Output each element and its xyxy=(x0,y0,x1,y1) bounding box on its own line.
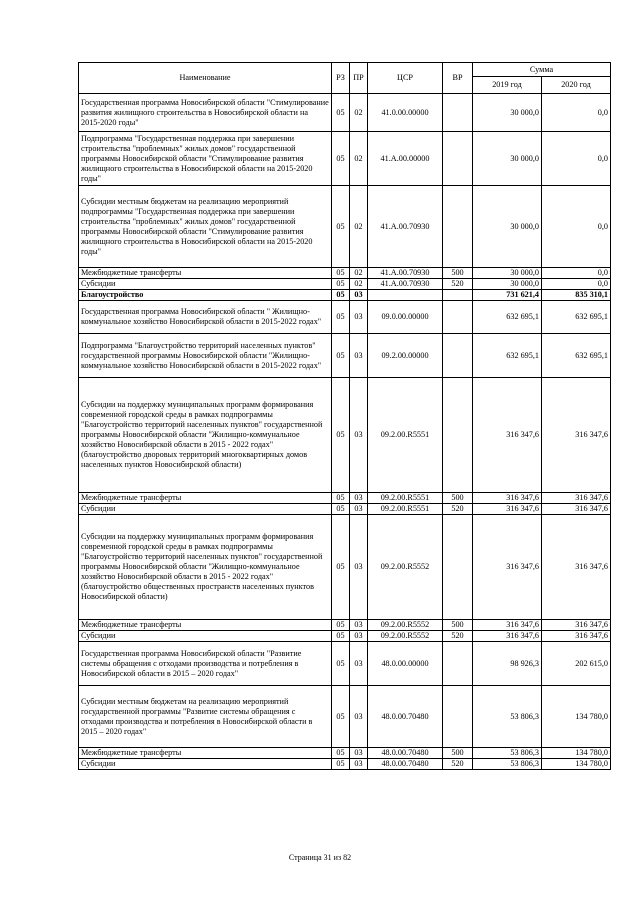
row-name: Субсидии xyxy=(79,759,332,770)
row-sum-2019: 53 806,3 xyxy=(473,686,542,748)
row-sum-2020: 0,0 xyxy=(542,268,611,279)
row-rz: 05 xyxy=(332,301,350,334)
row-rz: 05 xyxy=(332,279,350,290)
row-csr: 41.А.00.70930 xyxy=(368,186,443,268)
row-csr: 41.А.00.00000 xyxy=(368,132,443,186)
row-sum-2020: 632 695,1 xyxy=(542,301,611,334)
row-rz: 05 xyxy=(332,132,350,186)
row-rz: 05 xyxy=(332,268,350,279)
row-sum-2019: 316 347,6 xyxy=(473,515,542,620)
row-csr: 09.0.00.00000 xyxy=(368,301,443,334)
row-csr: 41.А.00.70930 xyxy=(368,268,443,279)
row-pr: 03 xyxy=(350,686,368,748)
row-sum-2020: 632 695,1 xyxy=(542,334,611,378)
table-row xyxy=(79,186,611,268)
row-pr: 02 xyxy=(350,186,368,268)
row-csr: 09.2.00.R5551 xyxy=(368,504,443,515)
table-row xyxy=(79,748,611,759)
row-pr: 03 xyxy=(350,378,368,493)
row-name: Субсидии местным бюджетам на реализацию мероприятий подпрограммы "Государственная поддержка при завершении строительства "проблемных" жилых домов" государственной программы Новосибирской области "Стимулирование развития жилищного строительства в Новосибирской области на 2015-2020 годы" xyxy=(79,186,332,268)
row-pr: 03 xyxy=(350,504,368,515)
header-vr: ВР xyxy=(443,63,473,94)
row-vr: 500 xyxy=(443,620,473,631)
row-pr: 03 xyxy=(350,301,368,334)
row-pr: 03 xyxy=(350,493,368,504)
row-pr: 03 xyxy=(350,515,368,620)
page-number: Страница 31 из 82 xyxy=(288,853,352,862)
row-sum-2019: 30 000,0 xyxy=(473,94,542,132)
row-name: Межбюджетные трансферты xyxy=(79,493,332,504)
row-sum-2019: 98 926,3 xyxy=(473,642,542,686)
table-row xyxy=(79,378,611,493)
row-rz: 05 xyxy=(332,759,350,770)
table-row xyxy=(79,759,611,770)
budget-table xyxy=(78,62,611,770)
row-vr: 520 xyxy=(443,504,473,515)
row-pr: 02 xyxy=(350,279,368,290)
row-sum-2019: 316 347,6 xyxy=(473,620,542,631)
row-sum-2019: 316 347,6 xyxy=(473,504,542,515)
row-rz: 05 xyxy=(332,686,350,748)
row-sum-2020: 316 347,6 xyxy=(542,504,611,515)
row-sum-2020: 0,0 xyxy=(542,186,611,268)
row-name: Субсидии на поддержку муниципальных программ формирования современной городской среды в рамках подпрограммы "Благоустройство территорий населенных пунктов" государственной программы Новосибирской области "Жилищно-коммунальное хозяйство Новосибирской области в 2015 - 2022 годах" (благоустройство дворовых территорий многоквартирных домов населенных пунктов Новосибирской области) xyxy=(79,378,332,493)
row-vr xyxy=(443,290,473,301)
header-2020: 2020 год xyxy=(542,77,611,94)
row-rz: 05 xyxy=(332,493,350,504)
row-csr: 09.2.00.R5551 xyxy=(368,378,443,493)
row-rz: 05 xyxy=(332,378,350,493)
table-row xyxy=(79,642,611,686)
row-sum-2020: 0,0 xyxy=(542,94,611,132)
row-pr: 03 xyxy=(350,290,368,301)
row-sum-2019: 30 000,0 xyxy=(473,268,542,279)
row-name: Государственная программа Новосибирской области " Жилищно-коммунальное хозяйство Новосибирской области в 2015-2022 годах" xyxy=(79,301,332,334)
row-pr: 03 xyxy=(350,631,368,642)
row-vr: 520 xyxy=(443,631,473,642)
row-vr: 520 xyxy=(443,759,473,770)
header-2019: 2019 год xyxy=(473,77,542,94)
row-vr xyxy=(443,515,473,620)
row-pr: 03 xyxy=(350,642,368,686)
row-csr: 09.2.00.00000 xyxy=(368,334,443,378)
header-sum: Сумма xyxy=(473,63,611,77)
row-rz: 05 xyxy=(332,186,350,268)
header-rz: РЗ xyxy=(332,63,350,94)
row-name: Подпрограмма "Государственная поддержка при завершении строительства "проблемных" жилых домов" государственной программы Новосибирской области "Стимулирование развития жилищного строительства в Новосибирской области на 2015-2020 годы" xyxy=(79,132,332,186)
table-body xyxy=(79,94,611,770)
row-pr: 02 xyxy=(350,268,368,279)
row-sum-2019: 53 806,3 xyxy=(473,748,542,759)
table-row xyxy=(79,290,611,301)
row-name: Субсидии xyxy=(79,631,332,642)
row-sum-2019: 632 695,1 xyxy=(473,301,542,334)
row-sum-2020: 0,0 xyxy=(542,279,611,290)
row-rz: 05 xyxy=(332,504,350,515)
row-sum-2020: 316 347,6 xyxy=(542,378,611,493)
row-csr: 09.2.00.R5552 xyxy=(368,631,443,642)
row-sum-2019: 731 621,4 xyxy=(473,290,542,301)
row-rz: 05 xyxy=(332,94,350,132)
header-csr: ЦСР xyxy=(368,63,443,94)
row-rz: 05 xyxy=(332,748,350,759)
row-sum-2020: 134 780,0 xyxy=(542,759,611,770)
header-name: Наименование xyxy=(79,63,332,94)
row-vr: 520 xyxy=(443,279,473,290)
row-csr: 48.0.00.70480 xyxy=(368,748,443,759)
row-name: Межбюджетные трансферты xyxy=(79,620,332,631)
row-sum-2020: 316 347,6 xyxy=(542,620,611,631)
table-row xyxy=(79,686,611,748)
row-vr: 500 xyxy=(443,748,473,759)
row-csr: 48.0.00.70480 xyxy=(368,686,443,748)
table-row xyxy=(79,515,611,620)
row-name: Государственная программа Новосибирской области "Развитие системы обращения с отходами производства и потребления в Новосибирской области в 2015 – 2020 годах" xyxy=(79,642,332,686)
row-csr xyxy=(368,290,443,301)
row-csr: 09.2.00.R5551 xyxy=(368,493,443,504)
row-vr xyxy=(443,378,473,493)
row-name: Субсидии на поддержку муниципальных программ формирования современной городской среды в рамках подпрограммы "Благоустройство территорий населенных пунктов" государственной программы Новосибирской области "Жилищно-коммунальное хозяйство Новосибирской области в 2015 - 2022 годах" (благоустройство общественных пространств населенных пунктов Новосибирской области) xyxy=(79,515,332,620)
row-vr: 500 xyxy=(443,493,473,504)
header-pr: ПР xyxy=(350,63,368,94)
table-row xyxy=(79,268,611,279)
row-rz: 05 xyxy=(332,620,350,631)
row-sum-2019: 53 806,3 xyxy=(473,759,542,770)
row-name: Субсидии xyxy=(79,504,332,515)
row-name: Межбюджетные трансферты xyxy=(79,268,332,279)
row-pr: 03 xyxy=(350,759,368,770)
row-csr: 09.2.00.R5552 xyxy=(368,620,443,631)
row-sum-2019: 316 347,6 xyxy=(473,378,542,493)
table-row xyxy=(79,279,611,290)
row-vr xyxy=(443,642,473,686)
row-name: Подпрограмма "Благоустройство территорий населенных пунктов" государственной программы Новосибирской области "Жилищно-коммунальное хозяйство Новосибирской области в 2015-2022 годах" xyxy=(79,334,332,378)
row-sum-2020: 134 780,0 xyxy=(542,686,611,748)
row-name: Субсидии местным бюджетам на реализацию мероприятий государственной программы "Развитие системы обращения с отходами производства и потребления в Новосибирской области в 2015 – 2020 годах" xyxy=(79,686,332,748)
row-csr: 48.0.00.00000 xyxy=(368,642,443,686)
row-sum-2020: 0,0 xyxy=(542,132,611,186)
row-csr: 41.А.00.70930 xyxy=(368,279,443,290)
row-rz: 05 xyxy=(332,515,350,620)
row-sum-2020: 202 615,0 xyxy=(542,642,611,686)
row-pr: 03 xyxy=(350,334,368,378)
row-vr xyxy=(443,132,473,186)
table-row xyxy=(79,493,611,504)
row-csr: 41.0.00.00000 xyxy=(368,94,443,132)
row-rz: 05 xyxy=(332,290,350,301)
row-vr xyxy=(443,334,473,378)
row-vr xyxy=(443,94,473,132)
row-pr: 02 xyxy=(350,94,368,132)
row-sum-2019: 316 347,6 xyxy=(473,493,542,504)
row-vr xyxy=(443,686,473,748)
row-rz: 05 xyxy=(332,631,350,642)
row-vr xyxy=(443,301,473,334)
row-rz: 05 xyxy=(332,334,350,378)
row-rz: 05 xyxy=(332,642,350,686)
row-sum-2019: 316 347,6 xyxy=(473,631,542,642)
row-sum-2020: 316 347,6 xyxy=(542,515,611,620)
row-csr: 09.2.00.R5552 xyxy=(368,515,443,620)
row-sum-2019: 632 695,1 xyxy=(473,334,542,378)
row-vr: 500 xyxy=(443,268,473,279)
row-pr: 03 xyxy=(350,620,368,631)
row-sum-2019: 30 000,0 xyxy=(473,132,542,186)
row-name: Межбюджетные трансферты xyxy=(79,748,332,759)
row-csr: 48.0.00.70480 xyxy=(368,759,443,770)
row-name: Субсидии xyxy=(79,279,332,290)
row-sum-2020: 316 347,6 xyxy=(542,631,611,642)
row-vr xyxy=(443,186,473,268)
table-row xyxy=(79,504,611,515)
row-name: Государственная программа Новосибирской области "Стимулирование развития жилищного строительства в Новосибирской области на 2015-2020 годы" xyxy=(79,94,332,132)
table-row xyxy=(79,620,611,631)
table-row xyxy=(79,132,611,186)
row-sum-2019: 30 000,0 xyxy=(473,279,542,290)
table-row xyxy=(79,301,611,334)
row-sum-2020: 134 780,0 xyxy=(542,748,611,759)
table-row xyxy=(79,334,611,378)
row-name: Благоустройство xyxy=(79,290,332,301)
row-sum-2020: 316 347,6 xyxy=(542,493,611,504)
table-row xyxy=(79,631,611,642)
row-pr: 03 xyxy=(350,748,368,759)
row-sum-2019: 30 000,0 xyxy=(473,186,542,268)
row-pr: 02 xyxy=(350,132,368,186)
table-row xyxy=(79,94,611,132)
row-sum-2020: 835 310,1 xyxy=(542,290,611,301)
